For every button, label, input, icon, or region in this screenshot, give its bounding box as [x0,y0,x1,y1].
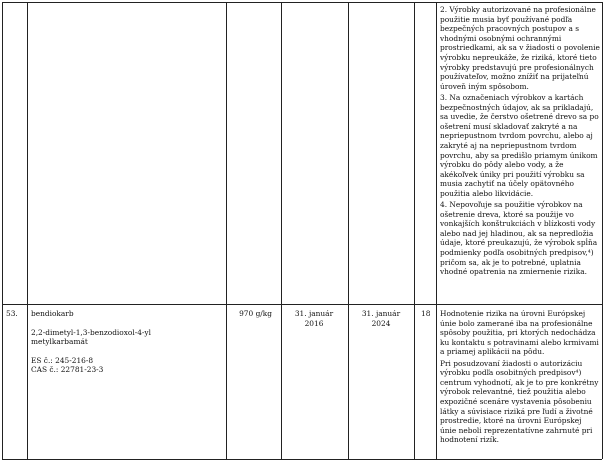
row-divider [2,304,602,305]
col-divider [414,2,415,459]
entry-number: 53. [6,309,18,318]
provision-paragraph: Hodnotenie rizika na úrovni Európskej únie bolo zamerané iba na profesionálne spôsoby použitia, pri ktorých nedochádza ku kontaktu s potravinami alebo krmivami a priamej aplikácii na pôdu. [440,309,599,357]
es-number: ES č.: 245-216-8 [31,355,94,365]
col-divider [2,2,3,459]
expiry-date: 31. január 2024 [361,309,401,328]
substance-name: bendiokarb [31,309,74,318]
product-type: 18 [421,309,431,318]
provision-paragraph: Pri posudzovaní žiadosti o autorizáciu výrobku podľa osobitných predpisov⁴) centrum vyhodnotí, ak je to pre konkrétny výrobok relevantné, tiež použitia alebo expozičné scenáre vystavenia pôsobeniu látky a súvisiace riziká pre ľudí a životné prostredie, ktoré na úrovni Európskej únie neboli reprezentatívne zahrnuté pri hodnotení rizík. [440,358,599,445]
provision-paragraph-4: 4. Nepovoľuje sa použitie výrobkov na ošetrenie dreva, ktoré sa použije vo vonkajších konštrukciách v blízkosti vody alebo nad jej hladinou, ak sa nepredložia údaje, ktoré preukazujú, že výrobok spĺňa podmienky podľa osobitných predpisov,⁴) pričom sa, ak je to potrebné, uplatnia vhodné opatrenia na zmiernenie rizika. [440,200,598,277]
table-border-bottom [2,459,602,460]
provision-paragraph-2: 2. Výrobky autorizované na profesionálne použitie musia byť používané podľa bezpečných pracovných postupov a s vhodnými osobnými ochrannými prostriedkami, ak sa v žiadosti o povolenie výrobku nepreukáže, že riziká, ktoré tieto výrobky predstavujú pre profesionálnych používateľov, možno znížiť na prijateľnú úroveň iným spôsobom. [440,5,600,91]
cas-number: CAS č.: 22781-23-3 [31,365,104,375]
table-border-top [2,2,602,3]
provisions-continued [440,5,600,278]
date-of-inclusion: 31. január 2016 [294,309,334,328]
col-divider [436,2,437,459]
col-divider [281,2,282,459]
substance-cell [31,309,223,375]
chemical-name: 2,2-dimetyl-1,3-benzodioxol-4-yl metylkarbamát [31,327,151,347]
col-divider [226,2,227,459]
specific-provisions [440,309,600,447]
minimum-purity: 970 g/kg [239,309,272,318]
col-divider [348,2,349,459]
table-border-right [602,2,603,459]
provision-paragraph-3: 3. Na označeniach výrobkov a kartách bezpečnostných údajov, ak sa prikladajú, sa uvedie, že čerstvo ošetrené drevo sa po ošetrení musí skladovať zakryté a na nepriepustnom tvrdom povrchu, alebo aj zakryté aj na nepriepustnom tvrdom povrchu, aby sa predišlo priamym únikom výrobku do pôdy alebo vody, a že akékoľvek úniky pri použití výrobku sa musia zachytiť na účely opätovného použitia alebo likvidácie. [440,92,599,198]
col-divider [27,2,28,459]
